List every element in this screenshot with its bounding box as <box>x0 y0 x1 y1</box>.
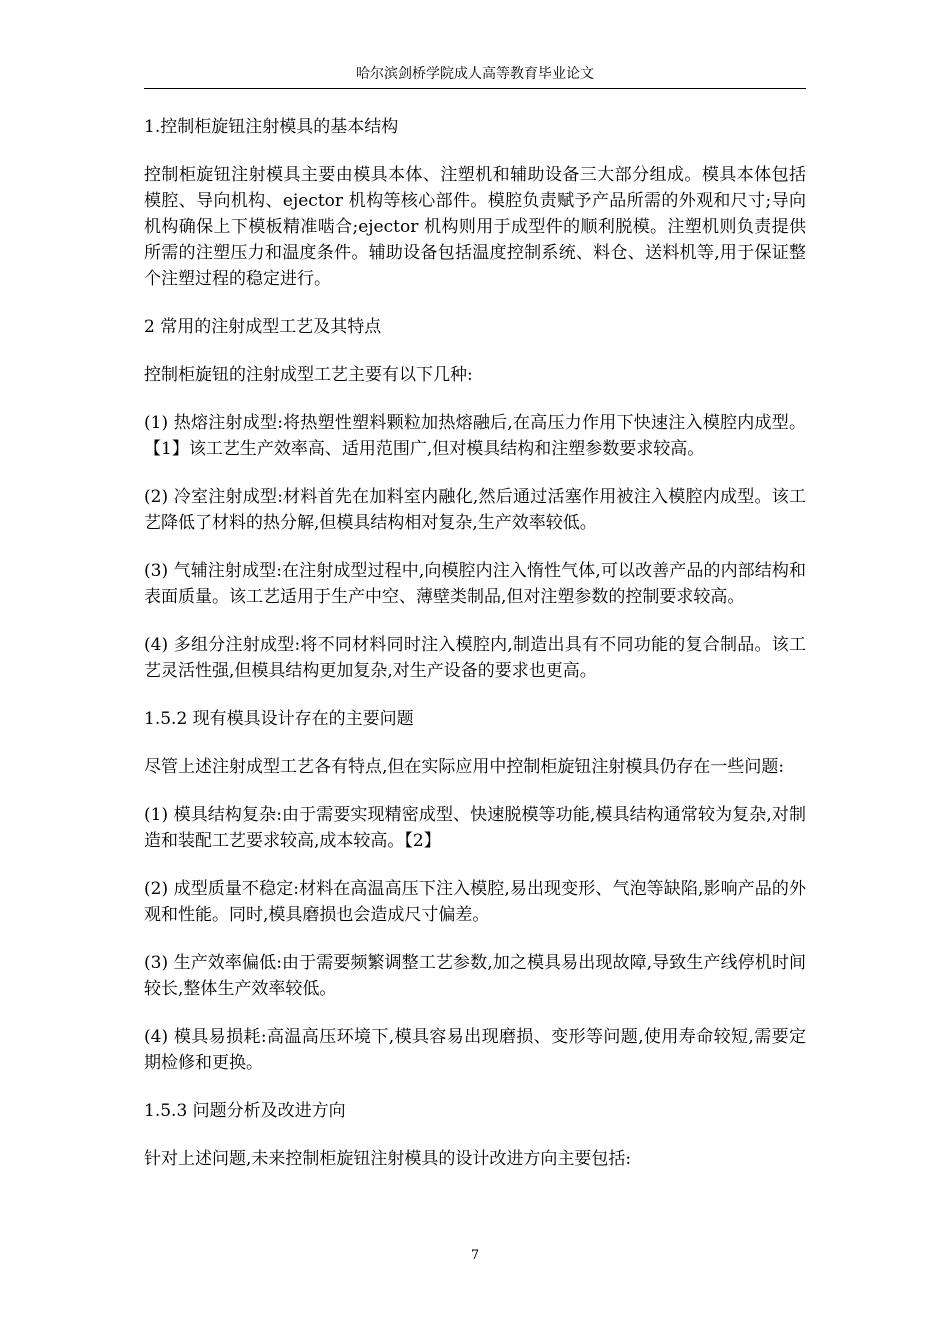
list-item-unstable-quality: (2) 成型质量不稳定:材料在高温高压下注入模腔,易出现变形、气泡等缺陷,影响产品的外观和性能。同时,模具磨损也会造成尺寸偏差。 <box>144 879 806 925</box>
list-item-multi-component: (4) 多组分注射成型:将不同材料同时注入模腔内,制造出具有不同功能的复合制品。该工艺灵活性强,但模具结构更加复杂,对生产设备的要求也更高。 <box>144 635 806 681</box>
paragraph-structure-description: 控制柜旋钮注射模具主要由模具本体、注塑机和辅助设备三大部分组成。模具本体包括模腔、导向机构、ejector 机构等核心部件。模腔负责赋予产品所需的外观和尺寸;导向机构确保上下模板精准啮合;ejector 机构则用于成型件的顺利脱模。注塑机则负责提供所需的注塑压力和温度条件。辅助设备包括温度控制系统、料仓、送料机等,用于保证整个注塑过程的稳定进行。 <box>144 165 806 289</box>
body-text <box>144 114 806 1194</box>
header-rule <box>144 88 806 89</box>
list-item-wear: (4) 模具易损耗:高温高压环境下,模具容易出现磨损、变形等问题,使用寿命较短,需要定期检修和更换。 <box>144 1027 806 1073</box>
list-item-complex-structure: (1) 模具结构复杂:由于需要实现精密成型、快速脱模等功能,模具结构通常较为复杂,对制造和装配工艺要求较高,成本较高。【2】 <box>144 805 806 851</box>
section-heading-basic-structure: 1.控制柜旋钮注射模具的基本结构 <box>144 117 399 137</box>
list-item-cold-chamber: (2) 冷室注射成型:材料首先在加料室内融化,然后通过活塞作用被注入模腔内成型。该工艺降低了材料的热分解,但模具结构相对复杂,生产效率较低。 <box>144 487 806 533</box>
section-heading-molding-processes: 2 常用的注射成型工艺及其特点 <box>144 317 382 337</box>
list-item-low-efficiency: (3) 生产效率偏低:由于需要频繁调整工艺参数,加之模具易出现故障,导致生产线停机时间较长,整体生产效率较低。 <box>144 953 806 999</box>
list-item-gas-assisted: (3) 气辅注射成型:在注射成型过程中,向模腔内注入惰性气体,可以改善产品的内部结构和表面质量。该工艺适用于生产中空、薄壁类制品,但对注塑参数的控制要求较高。 <box>144 561 806 607</box>
paragraph-improvement-intro: 针对上述问题,未来控制柜旋钮注射模具的设计改进方向主要包括: <box>144 1149 632 1169</box>
running-header: 哈尔滨剑桥学院成人高等教育毕业论文 <box>356 66 594 82</box>
list-item-hot-melt: (1) 热熔注射成型:将热塑性塑料颗粒加热熔融后,在高压力作用下快速注入模腔内成型。【1】该工艺生产效率高、适用范围广,但对模具结构和注塑参数要求较高。 <box>144 413 806 459</box>
section-heading-existing-problems: 1.5.2 现有模具设计存在的主要问题 <box>144 709 414 729</box>
page-number: 7 <box>470 1248 480 1263</box>
section-heading-improvement: 1.5.3 问题分析及改进方向 <box>144 1101 346 1121</box>
paragraph-process-intro: 控制柜旋钮的注射成型工艺主要有以下几种: <box>144 365 473 385</box>
paragraph-problems-intro: 尽管上述注射成型工艺各有特点,但在实际应用中控制柜旋钮注射模具仍存在一些问题: <box>144 757 785 777</box>
